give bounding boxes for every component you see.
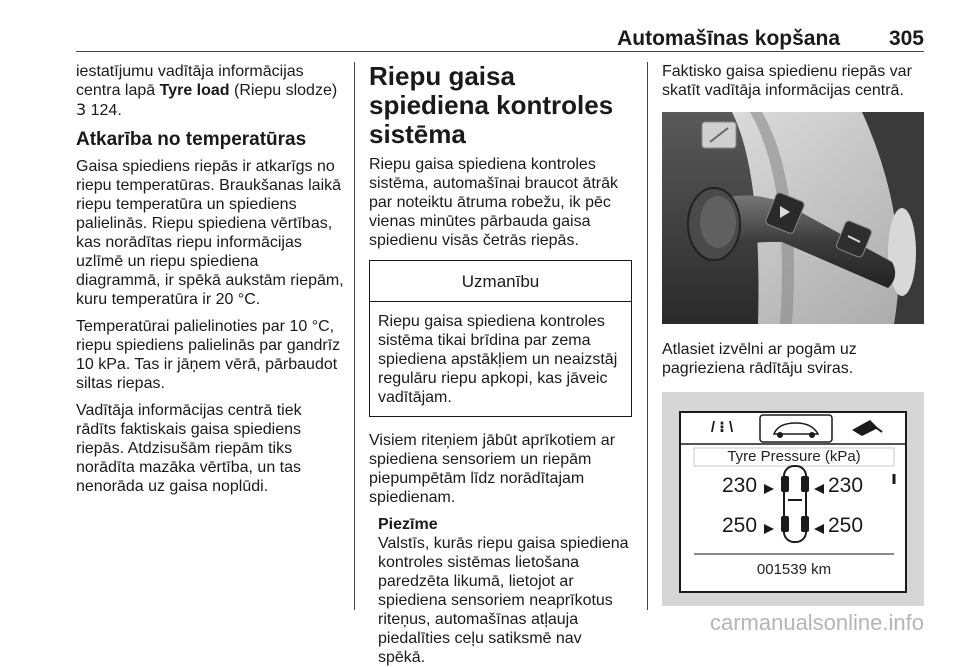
section-heading-temperature: Atkarība no temperatūras (76, 129, 307, 150)
front-right-pressure: 230 (828, 474, 864, 497)
tyre-load-menu-name: Tyre load (159, 82, 230, 99)
column-divider-2 (647, 62, 648, 610)
column-3 (662, 62, 924, 606)
note-title: Piezīme (378, 516, 438, 533)
page-reference-icon[interactable]: 3 (76, 100, 87, 119)
turn-signal-lever-illustration (662, 112, 924, 324)
paragraph: Gaisa spiediens riepās ir atkarīgs no riepu temperatūras. Braukšanas laikā riepu temperatūra un spiediens palielinās. Riepu spiediena vērtības, kas norādītas riepu informācijas uzlīmē un riepu spiediena diagrammā, ir spēkā aukstām riepām, kuru temperatūra ir 20 °C. (76, 158, 344, 308)
page-reference: 124. (86, 102, 122, 119)
page-title: Automašīnas kopšana (617, 27, 840, 50)
display-title: Tyre Pressure (kPa) (727, 448, 861, 465)
page-header (0, 0, 960, 50)
watermark: carmanualsonline.info (709, 610, 924, 635)
caution-box (369, 260, 632, 417)
odometer-readout: 001539 km (756, 561, 832, 578)
rear-right-pressure: 250 (828, 514, 864, 537)
paragraph: Visiem riteņiem jābūt aprīkotiem ar spiediena sensoriem un riepām piepumpētām līdz norādītajam spiedienam. (369, 432, 616, 506)
paragraph: Vadītāja informācijas centrā tiek rādīts faktiskais gaisa spiediens riepās. Atdzisušām riepām tiks norādīta mazāka vērtība, un tas nenorāda uz gaisa noplūdi. (76, 402, 302, 495)
caution-body: Riepu gaisa spiediena kontroles sistēma tikai brīdina par zema spiediena apstākļiem un neaizstāj regulāru riepu apkopi, kas jāveic vadītājam. (378, 313, 618, 406)
turn-signal-lever-photo (662, 112, 924, 324)
front-left-pressure: 230 (722, 474, 758, 497)
note-body: Valstīs, kurās riepu gaisa spiediena kontroles sistēmas lietošana paredzēta likumā, lietojot ar spiediena sensoriem neaprīkotus riteņus, automašīnas atļauja piedalīties ceļu satiksmē nav spēkā. (378, 535, 629, 666)
road-lines-icon: / ⁝ \ (710, 419, 734, 436)
tyre-pressure-display-figure (662, 392, 924, 606)
column-divider-1 (354, 62, 355, 610)
page-number: 305 (888, 27, 924, 50)
intro-paragraph: iestatījumu vadītāja informācijas centra lapā Tyre load (Riepu slodze) 3 124. (76, 63, 338, 119)
paragraph: Faktisko gaisa spiedienu riepās var skatīt vadītāja informācijas centrā. (662, 63, 912, 99)
tab-road-lines[interactable] (692, 418, 752, 440)
column-1 (76, 62, 346, 504)
column-2 (369, 62, 632, 667)
section-heading-tpms: Riepu gaisa spiediena kontroles sistēma (369, 61, 614, 149)
header-divider (76, 51, 924, 52)
tab-fuel[interactable] (842, 415, 898, 442)
note-block (369, 515, 632, 667)
tab-vehicle[interactable] (760, 415, 832, 442)
rear-left-pressure: 250 (722, 514, 758, 537)
caution-title: Uzmanību (370, 261, 631, 302)
paragraph: Temperatūrai palielinoties par 10 °C, riepu spiediens palielinās par gandrīz 10 kPa. Tas ir jāņem vērā, pārbaudot siltas riepas. (76, 318, 341, 392)
paragraph: Riepu gaisa spiediena kontroles sistēma, automašīnai braucot ātrāk par noteiktu ātruma robežu, ik pēc vienas minūtes pārbauda gaisa spiedienu visās četrās riepās. (369, 156, 619, 249)
figure-caption: Atlasiet izvēlni ar pogām uz pagrieziena rādītāju sviras. (662, 341, 857, 377)
